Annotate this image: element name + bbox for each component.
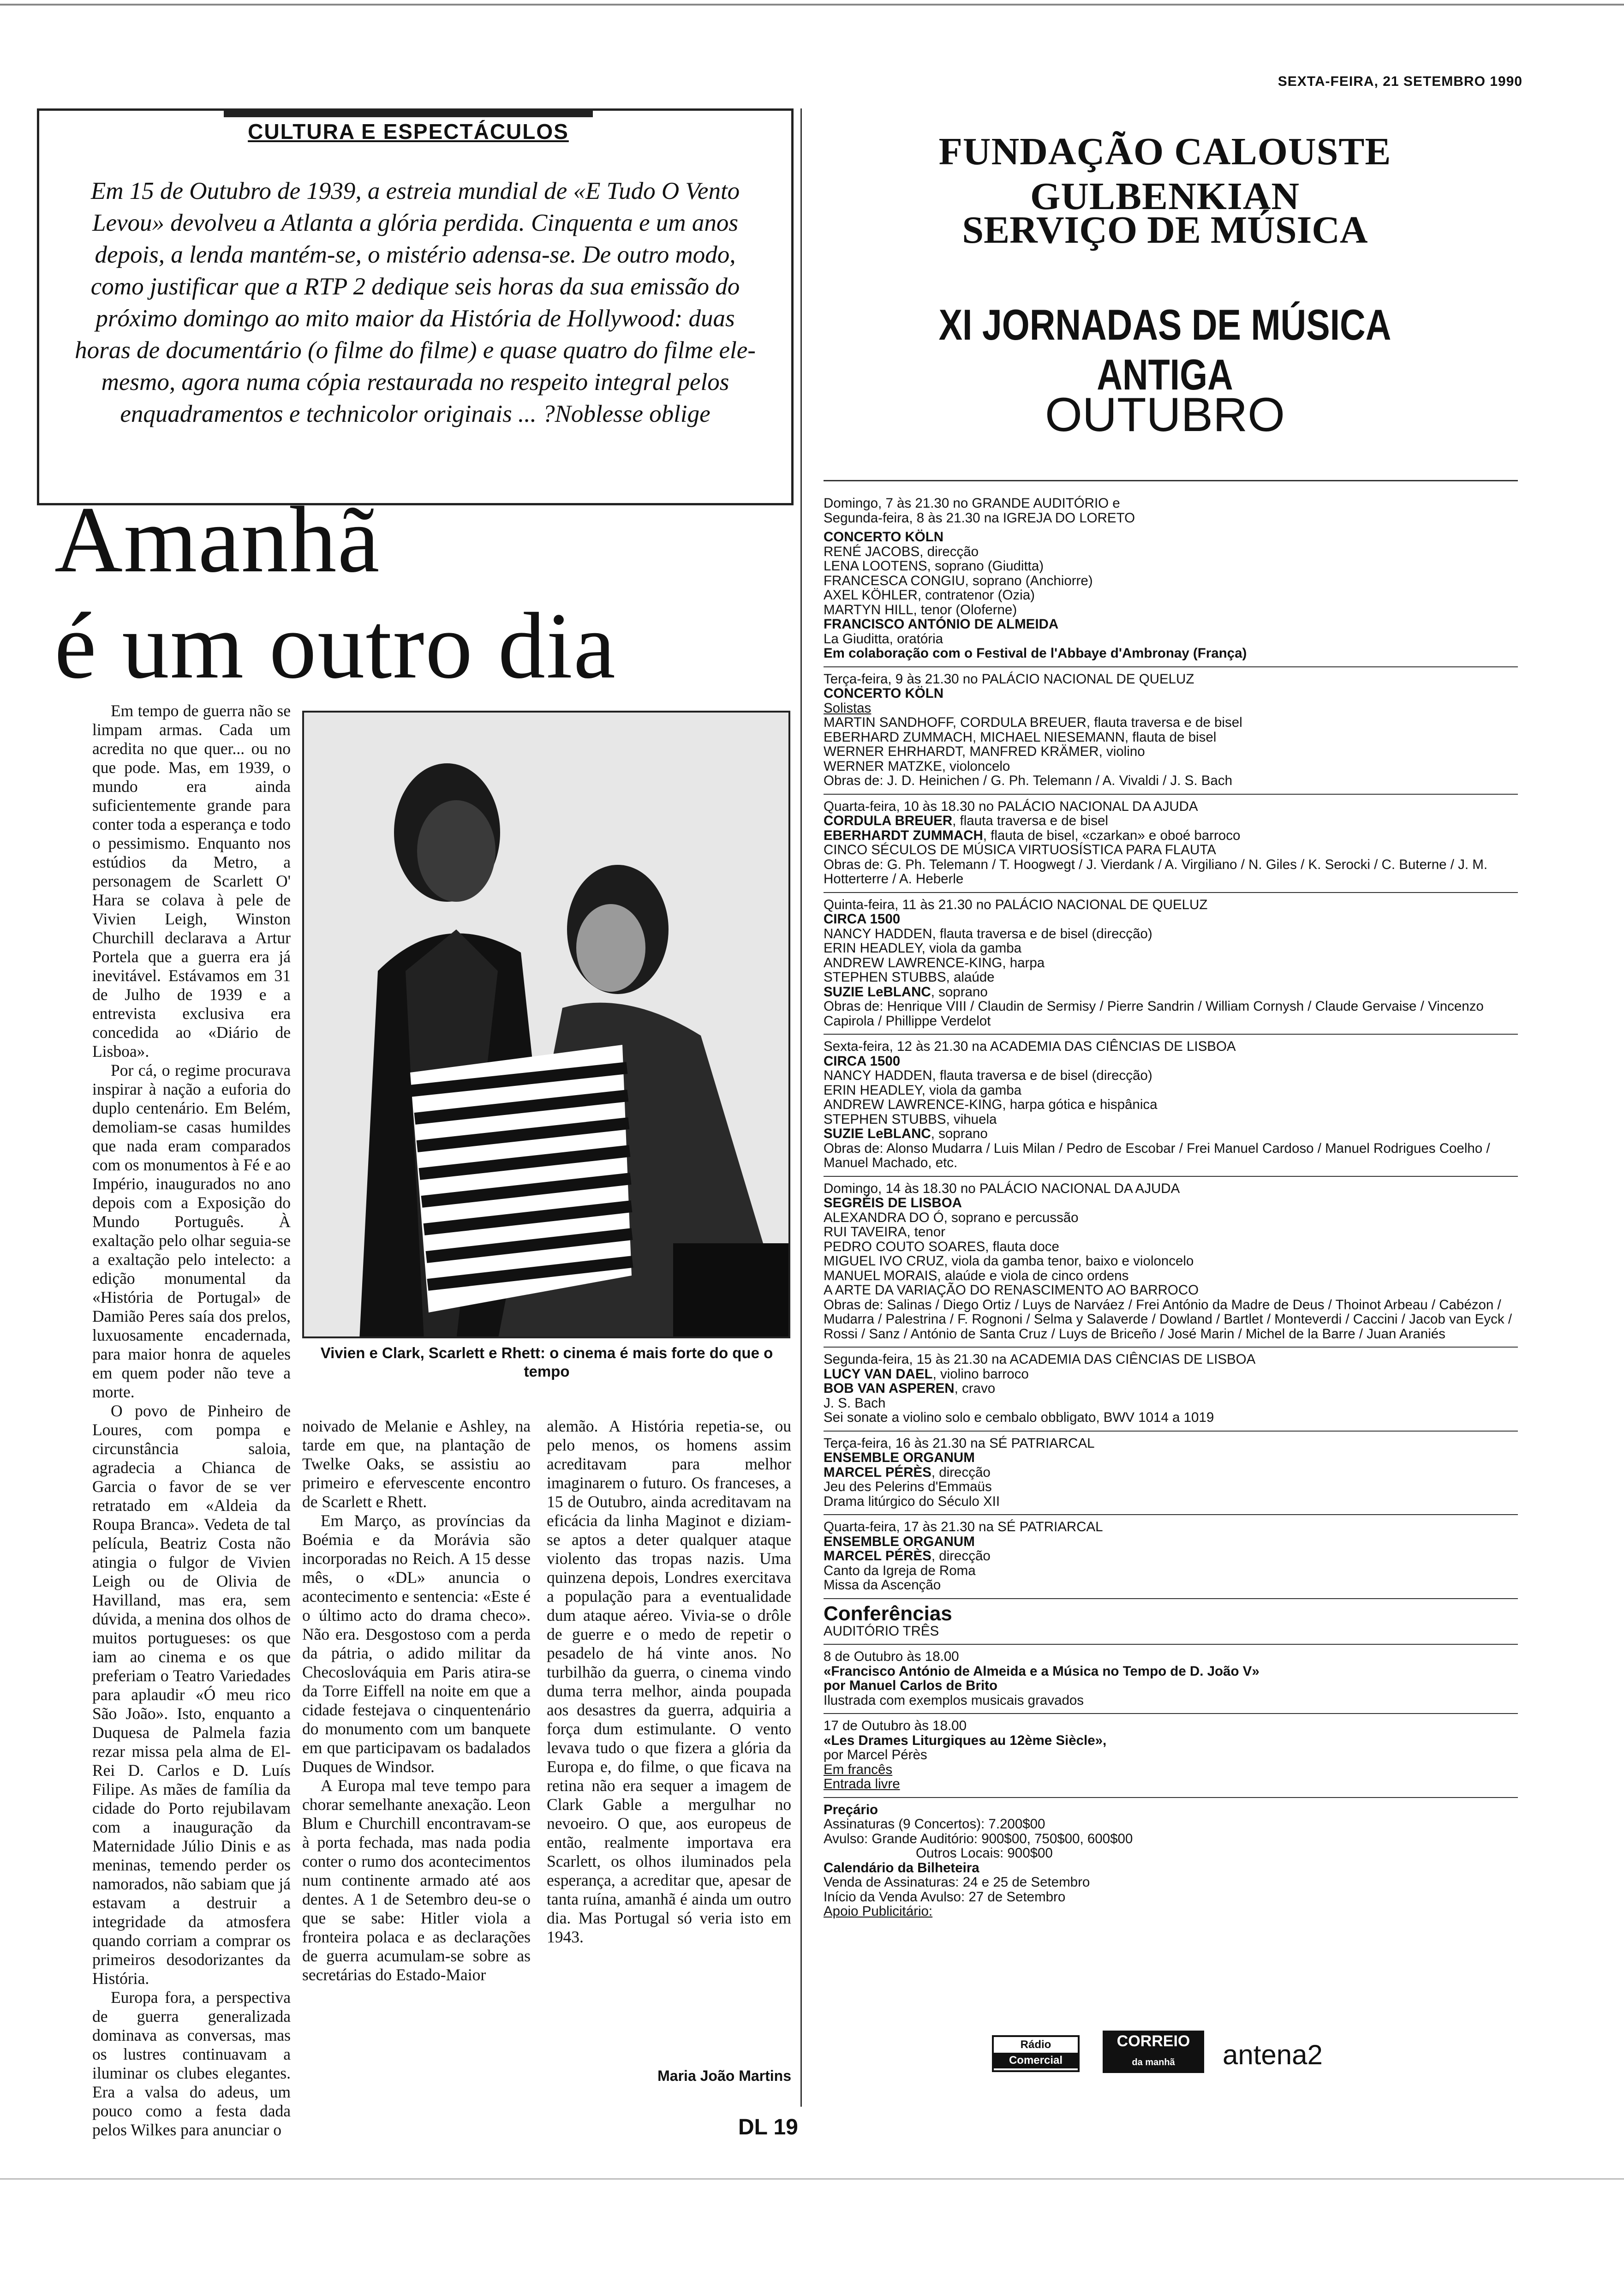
box-office-title: Calendário da Bilheteira [824,1860,979,1876]
paragraph: alemão. A História repetia-se, ou pelo menos, os homens assim acreditavam para melhor imaginarem o futuro. Os franceses, a 15 de Outubro, ainda acreditavam na eficácia da linha Maginot e diziam-se aptos a deter qualquer ataque violento das tropas nazis. Uma quinzena depois, Londres exercitava a população para a eventualidade dum ataque aéreo. Vivia-se o drôle de guerre e o medo de repetir o pesadelo de há vinte anos. No turbilhão da guerra, o cinema vindo duma terra melhor, ainda poupada aos desastres da guerra, adquiria a força dum estimulante. O vento levava tudo o que fizera a glória da Europa e, do filme, o que ficava na retina não era sequer a imagem de Clark Gable a mergulhar no nevoeiro. O que, aos europeus de então, realmente importava era Scarlett, os olhos iluminados pela esperança, a acreditar que, apesar de tanta ruína, amanhã é ainda um outro dia. Mas Portugal só veria isto em 1943. [547,1417,791,1946]
price-line: Assinaturas (9 Concertos): 7.200$00 [824,1816,1045,1832]
entry-note: Entrada livre [824,1776,900,1792]
performer-role: , soprano [931,1126,988,1141]
conferences-header [824,1599,1518,1645]
conference-block [824,1645,1518,1714]
paragraph: Europa fora, a perspectiva de guerra generalizada dominava as conversas, mas os lustres continuavam a iluminar os clubes elegantes. Era a valsa do adeus, um pouco como a festa dada pelos Wilkes para anunciar o [92,1988,291,2139]
program-date: Segunda-feira, 8 às 21.30 na IGREJA DO LORETO [824,510,1135,526]
sponsor-logos [992,2031,1522,2077]
program-block [824,1035,1518,1177]
performer-name: SUZIE LeBLANC [824,1126,931,1141]
performer: MARTYN HILL, tenor (Oloferne) [824,602,1017,617]
program-date: Domingo, 7 às 21.30 no GRANDE AUDITÓRIO e [824,496,1120,511]
box-office-line: Início da Venda Avulso: 27 de Setembro [824,1889,1066,1905]
concert-program [824,491,1518,1919]
performer: FRANCESCA CONGIU, soprano (Anchiorre) [824,573,1093,588]
ad-title-service: SERVIÇO DE MÚSICA [962,209,1368,252]
performer: ANDREW LAWRENCE-KING, harpa gótica e hispânica [824,1097,1158,1112]
headline [54,487,793,699]
program-date: Quinta-feira, 11 às 21.30 no PALÁCIO NACIONAL DE QUELUZ [824,897,1208,912]
logo-text: Comercial [994,2053,1078,2068]
ad-title-month: OUTUBRO [1045,388,1285,442]
performer: ALEXANDRA DO Ó, soprano e percussão [824,1210,1079,1225]
program-date: Terça-feira, 16 às 21.30 na SÉ PATRIARCAL [824,1435,1095,1451]
program-date: Segunda-feira, 15 às 21.30 na ACADEMIA DAS CIÊNCIAS DE LISBOA [824,1352,1256,1367]
performer-name: CORDULA BREUER [824,813,953,828]
performer-name: EBERHARDT ZUMMACH [824,827,983,843]
program-date: Domingo, 14 às 18.30 no PALÁCIO NACIONAL DA AJUDA [824,1180,1180,1196]
byline: Maria João Martins [657,2067,791,2084]
performer: STEPHEN STUBBS, alaúde [824,970,995,985]
paragraph: noivado de Melanie e Ashley, na tarde em que, na plantação de Twelke Oaks, se assistiu ao primeiro e efervescente encontro de Scarlett e Rhett. [302,1417,531,1511]
performer: PEDRO COUTO SOARES, flauta doce [824,1239,1059,1254]
paragraph: A Europa mal teve tempo para chorar semelhante anexação. Leon Blum e Churchill encontravam-se à porta fechada, mas nada podia conter o rumo dos acontecimentos num continente armado até aos dentes. A 1 de Setembro deu-se o que se sabe: Hitler viola a fronteira polaca e as declarações de guerra acumulam-se sobre as secretárias do Estado-Maior [302,1776,531,1984]
price-line: Avulso: Grande Auditório: 900$00, 750$00, 600$00 [824,1831,1133,1846]
performer-name: SUZIE LeBLANC [824,984,931,1000]
performer: EBERHARD ZUMMACH, MICHAEL NIESEMANN, flauta de bisel [824,729,1217,745]
performer: MANUEL MORAIS, alaúde e viola de cinco ordens [824,1268,1129,1283]
performer: AXEL KÖHLER, contratenor (Ozia) [824,587,1035,603]
article-column-2 [302,1417,531,1984]
composer: J. S. Bach [824,1395,886,1411]
conference-block [824,1714,1518,1798]
conference-date: 8 de Outubro às 18.00 [824,1649,959,1664]
work: Drama litúrgico do Século XII [824,1493,1000,1509]
works: Obras de: Salinas / Diego Ortiz / Luys de Narváez / Frei António da Madre de Deus / Thoinot Arbeau / Cabézon / Mudarra / Palestrina / F. Rognoni / Selma y Salaverde / Dowland / Bartlet / Monteverdi / Caccini / Jacob van Eyck / Rossi / Sanz / António de Santa Cruz / Luys de Briceño / José Marin / Michel de la Barre / Juan Araniés [824,1297,1512,1342]
performer-name: MARCEL PÉRÈS [824,1464,931,1480]
program-block [824,667,1518,795]
performer: RENÉ JACOBS, direcção [824,544,979,559]
conference-language: Em francês [824,1762,893,1777]
radio-comercial-logo [992,2035,1080,2072]
logo-text: CORREIO [1116,2032,1190,2050]
performer: MIGUEL IVO CRUZ, viola da gamba tenor, baixo e violoncelo [824,1253,1194,1269]
ad-title-festival: XI JORNADAS DE MÚSICA ANTIGA [938,300,1391,399]
conference-speaker: por Manuel Carlos de Brito [824,1678,997,1693]
ensemble: ENSEMBLE ORGANUM [824,1450,975,1465]
box-office-line: Venda de Assinaturas: 24 e 25 de Setembro [824,1875,1090,1890]
ensemble: CIRCA 1500 [824,911,901,927]
correio-da-manha-logo [1103,2031,1204,2073]
paragraph: O povo de Pinheiro de Loures, com pompa e circunstância saloia, agradecia a Chianca de Garcia o favor de se ver retratado em «Aldeia da Roupa Branca». Vedeta de tal película, Beatriz Costa não atingia o fulgor de Vivien Leigh ou de Olivia de Havilland, mas era, sem dúvida, a menina dos olhos de muitos portugueses: os que iam ao cinema e os que preferiam o Teatro Variedades para aplaudir «Ó meu rico São João». Isto, enquanto a Duquesa de Palmela fazia rezar missa pela alma de El-Rei D. Carlos e D. Luís Filipe. As mães de família da cidade do Porto rejubilavam com a inauguração da Maternidade Júlio Dinis e as meninas, temendo perder os namorados, não sabiam que já estavam a destruir a integridade da atmosfera quando corriam a comprar os primeiros desodorizantes da História. [92,1402,291,1988]
performer-role: , soprano [931,984,988,1000]
ensemble: CONCERTO KÖLN [824,529,944,545]
conferences-title: Conferências [824,1602,952,1625]
works: Obras de: Henrique VIII / Claudin de Sermisy / Pierre Sandrin / William Cornysh / Claude Gervaise / Vincenzo Capirola / Phillippe Verdelot [824,999,1484,1029]
ad-rule [824,480,1518,481]
price-line: Outros Locais: 900$00 [916,1846,1053,1861]
performer: ANDREW LAWRENCE-KING, harpa [824,955,1045,971]
pricing-block [824,1798,1518,1919]
performer-role: , cravo [954,1381,996,1396]
program-date: Quarta-feira, 10 às 18.30 no PALÁCIO NACIONAL DA AJUDA [824,798,1198,814]
article-lead: Em 15 de Outubro de 1939, a estreia mundial de «E Tudo O Vento Levou» devolveu a Atlanta a glória perdida. Cinquenta e um anos depois, a lenda mantém-se, o mistério adensa-se. De outro modo, como justificar que a RTP 2 dedique seis horas da sua emissão do próximo domingo ao mito maior da História de Hollywood: duas horas de documentário (o filme do filme) e quase quatro do filme ele-mesmo, agora numa cópia restaurada no respeito integral pelos enquadramentos e technicolor originais ... ?Noblesse oblige [75,178,756,427]
photo-caption: Vivien e Clark, Scarlett e Rhett: o cinema é mais forte do que o tempo [320,1344,773,1380]
page-number: DL 19 [738,2115,798,2139]
headline-line-2: é um outro dia [54,593,616,698]
paragraph: Em tempo de guerra não se limpam armas. Cada um acredita no que quer... ou no que pode. Mas, em 1939, o mundo era ainda suficientemente grande para conter toda a esperança e todo o pessimismo. Enquanto nos estúdios da Metro, a personagem de Scarlett O' Hara se colava à pele de Vivien Leigh, Winston Churchill declarava a Artur Portela que a guerra era já inevitável. Estávamos em 31 de Julho de 1939 e a entrevista exclusiva era concedida ao «Diário de Lisboa». [92,701,291,1061]
conferences-venue: AUDITÓRIO TRÊS [824,1623,939,1639]
performer: LENA LOOTENS, soprano (Giuditta) [824,558,1044,574]
performer: NANCY HADDEN, flauta traversa e de bisel (direcção) [824,926,1152,941]
performer-role: , violino barroco [932,1366,1029,1382]
program-block [824,491,1518,667]
performer-name: MARCEL PÉRÈS [824,1548,931,1564]
performer-name: LUCY VAN DAEL [824,1366,933,1382]
performer-role: , direcção [931,1548,991,1564]
performer: STEPHEN STUBBS, vihuela [824,1111,997,1127]
work: Sei sonate a violino solo e cembalo obbligato, BWV 1014 a 1019 [824,1410,1214,1425]
performer: WERNER EHRHARDT, MANFRED KRÄMER, violino [824,744,1145,759]
ad-title-foundation: FUNDAÇÃO CALOUSTE GULBENKIAN [938,130,1391,218]
top-rule [0,4,1624,6]
conference-speaker: por Marcel Pérès [824,1747,927,1762]
program-title: A ARTE DA VARIAÇÃO DO RENASCIMENTO AO BARROCO [824,1282,1199,1298]
program-date: Sexta-feira, 12 às 21.30 na ACADEMIA DAS CIÊNCIAS DE LISBOA [824,1039,1236,1054]
conference-title: «Francisco António de Almeida e a Música no Tempo de D. João V» [824,1663,1260,1679]
bottom-rule [0,2178,1624,2180]
performer-role: , flauta de bisel, «czarkan» e oboé barroco [983,827,1241,843]
conference-note: Ilustrada com exemplos musicais gravados [824,1692,1084,1708]
program-title: CINCO SÉCULOS DE MÚSICA VIRTUOSÍSTICA PARA FLAUTA [824,842,1216,857]
article-column-3 [547,1417,791,1947]
works: Obras de: G. Ph. Telemann / T. Hoogwegt / J. Vierdank / A. Virgiliano / N. Giles / K. Serocki / C. Buterne / J. M. Hotterterre / A. Heberle [824,857,1488,887]
performer: MARTIN SANDHOFF, CORDULA BREUER, flauta traversa e de bisel [824,715,1242,730]
performer-name: BOB VAN ASPEREN [824,1381,955,1396]
performer: ERIN HEADLEY, viola da gamba [824,1082,1022,1098]
works: Obras de: J. D. Heinichen / G. Ph. Telemann / A. Vivaldi / J. S. Bach [824,773,1232,788]
column-divider [800,108,802,2107]
work: Jeu des Pelerins d'Emmaüs [824,1479,992,1494]
program-block [824,1515,1518,1599]
program-block [824,1177,1518,1348]
work: Canto da Igreja de Roma [824,1563,976,1578]
work: Missa da Ascenção [824,1577,941,1593]
program-date: Quarta-feira, 17 às 21.30 na SÉ PATRIARCAL [824,1519,1103,1534]
work: La Giuditta, oratória [824,631,943,647]
film-photo [302,711,790,1338]
performer: WERNER MATZKE, violoncelo [824,758,1010,774]
sponsor-label: Apoio Publicitário: [824,1904,933,1919]
performer-role: , direcção [931,1464,991,1480]
headline-line-1: Amanhã [54,487,381,592]
program-date: Terça-feira, 9 às 21.30 no PALÁCIO NACIONAL DE QUELUZ [824,671,1194,687]
ensemble: ENSEMBLE ORGANUM [824,1534,975,1549]
soloists-label: Solistas [824,700,872,716]
collaboration-note: Em colaboração com o Festival de l'Abbaye d'Ambronay (França) [824,646,1247,661]
works: Obras de: Alonso Mudarra / Luis Milan / Pedro de Escobar / Frei Manuel Cardoso / Manuel Rodrigues Coelho / Manuel Machado, etc. [824,1140,1490,1170]
paragraph: Por cá, o regime procurava inspirar à nação a euforia do duplo centenário. Em Belém, demoliam-se casas humildes que nada eram comparados com os monumentos à Fé e ao Império, inaugurados no ano depois com a Exposição do Mundo Português. À exaltação pelo olhar seguia-se a exaltação pelo intelecto: a edição monumental da «História de Portugal» de Damião Peres saía dos prelos, luxuosamente encadernada, para maior honra de aqueles em quem poder não teve a morte. [92,1061,291,1401]
pricing-title: Preçário [824,1802,878,1817]
performer: NANCY HADDEN, flauta traversa e de bisel (direcção) [824,1068,1152,1083]
performer: RUI TAVEIRA, tenor [824,1224,945,1240]
section-bar [224,111,593,117]
program-block [824,893,1518,1035]
photo-illustration [304,713,790,1338]
issue-date: SEXTA-FEIRA, 21 SETEMBRO 1990 [1278,74,1522,89]
paragraph: Em Março, as províncias da Boémia e da Morávia são incorporadas no Reich. A 15 desse mês, o «DL» anuncia o acontecimento e sentencia: «Este é o último acto do drama checo». Não era. Desgostoso com a perda da pátria, o adido militar da Checoslováquia em Paris atira-se da Torre Eiffell na noite em que a cidade festejava o cinquentenário do monumento com um banquete em que participavam os badalados Duques de Windsor. [302,1511,531,1776]
program-block [824,795,1518,893]
conference-title: «Les Drames Liturgiques au 12ème Siècle», [824,1732,1107,1748]
antena2-logo: antena2 [1223,2039,1323,2070]
performer: ERIN HEADLEY, viola da gamba [824,941,1022,956]
logo-text: da manhã [1132,2057,1175,2067]
ensemble: CONCERTO KÖLN [824,686,944,701]
article-column-1 [92,701,291,2139]
performer-role: , flauta traversa e de bisel [952,813,1108,828]
ensemble: CIRCA 1500 [824,1053,901,1069]
logo-text: Rádio [1020,2038,1051,2051]
ensemble: SEGRÉIS DE LISBOA [824,1195,962,1210]
program-block [824,1348,1518,1432]
program-block [824,1432,1518,1516]
conference-date: 17 de Outubro às 18.00 [824,1718,967,1733]
section-label: CULTURA E ESPECTÁCULOS [248,120,569,144]
composer: FRANCISCO ANTÓNIO DE ALMEIDA [824,617,1059,632]
